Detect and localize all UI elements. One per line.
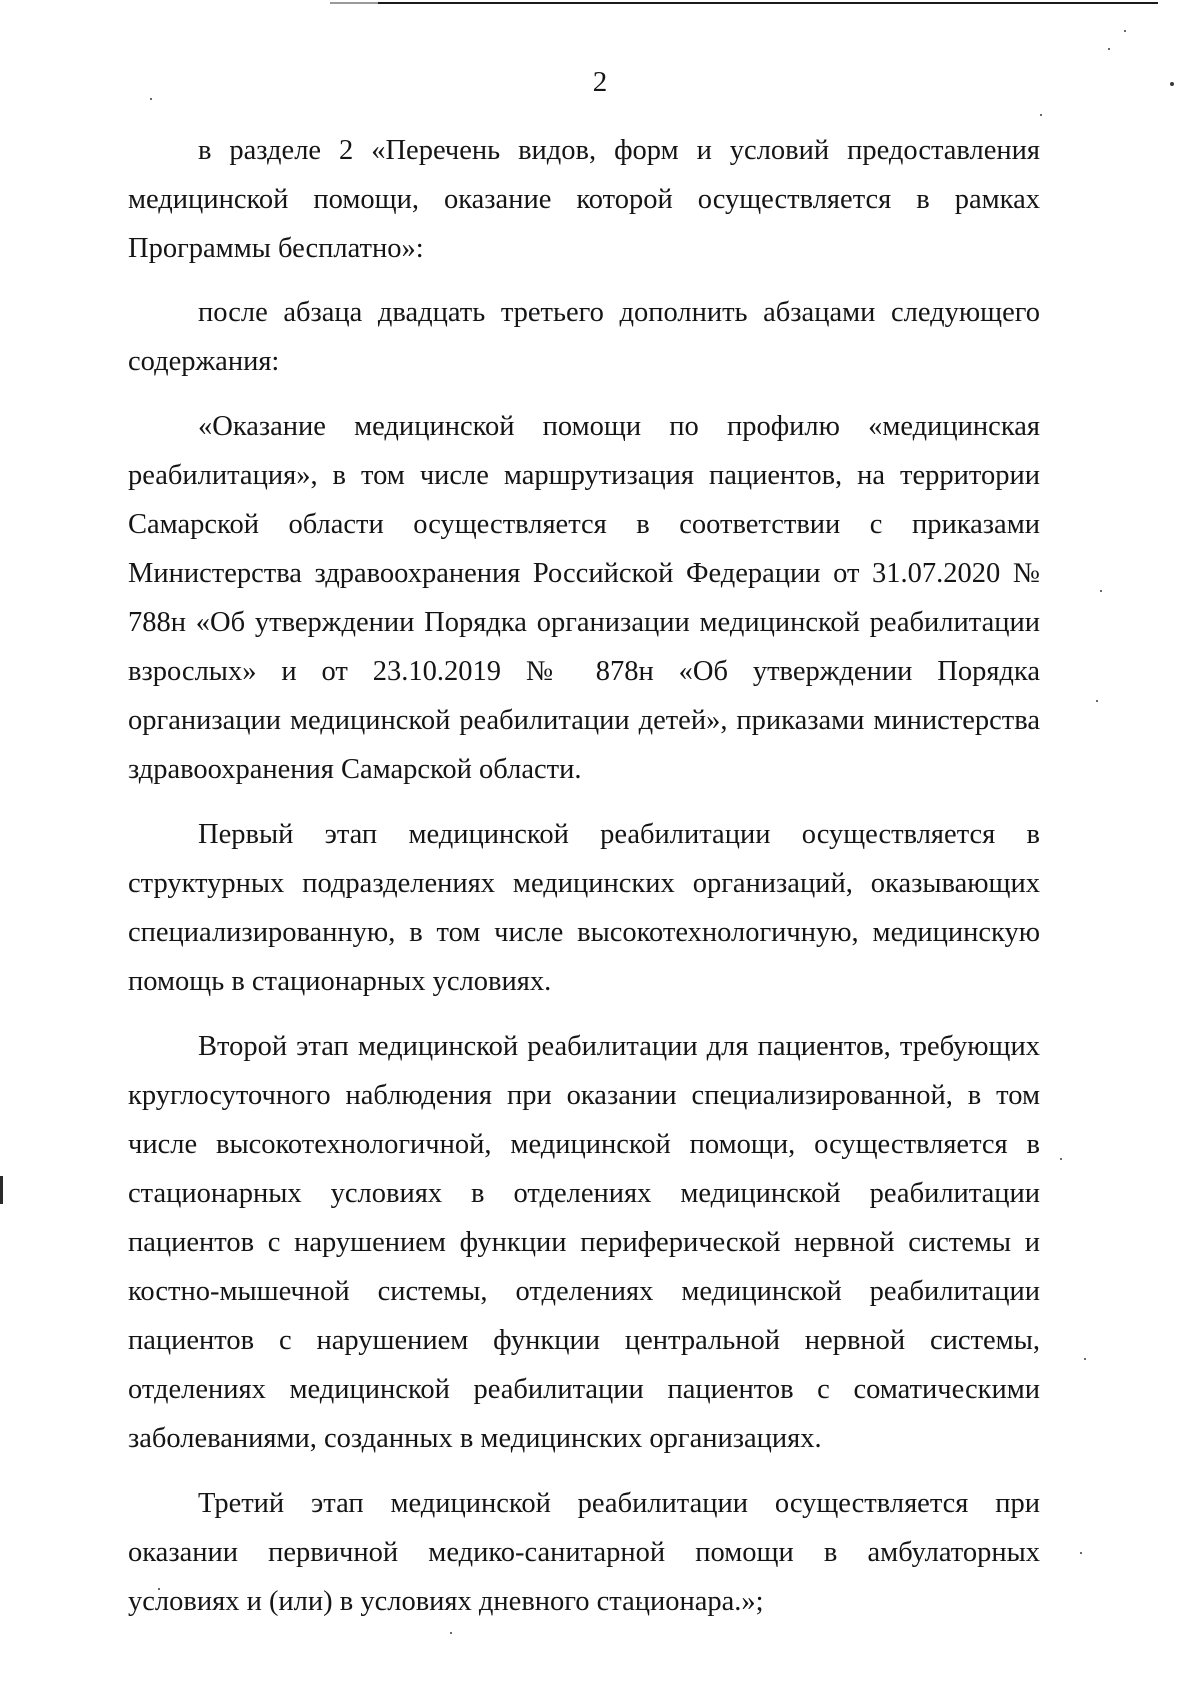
scan-speck	[1040, 114, 1042, 116]
paragraph-amendment-instruction: после абзаца двадцать третьего дополнить абзацами следующего содержания:	[128, 297, 1040, 377]
paragraph-section-reference: в разделе 2 «Перечень видов, форм и условий предоставления медицинской помощи, оказание которой осуществляется в рамках Программы бесплатно»:	[128, 135, 1040, 264]
scan-speck	[1080, 1552, 1082, 1554]
paragraph-second-stage: Второй этап медицинской реабилитации для пациентов, требующих круглосуточного наблюдения при оказании специализированной, в том числе высокотехнологичной, медицинской помощи, осуществляется в стационарных условиях в отделениях медицинской реабилитации пациентов с нарушением функции периферической нервной системы и костно-мышечной системы, отделениях медицинской реабилитации пациентов с нарушением функции центральной нервной системы, отделениях медицинской реабилитации пациентов с соматическими заболеваниями, созданных в медицинских организациях.	[128, 1031, 1040, 1454]
scan-speck	[1100, 590, 1102, 592]
scan-speck	[1108, 48, 1110, 50]
page-number: 2	[592, 66, 608, 98]
paragraph-rehabilitation-orders: «Оказание медицинской помощи по профилю «медицинская реабилитация», в том числе маршрутизация пациентов, на территории Самарской области осуществляется в соответствии с приказами Министерства здравоохранения Российской Федерации от 31.07.2020 № 788н «Об утверждении Порядка организации медицинской реабилитации взрослых» и от 23.10.2019 № 878н «Об утверждении Порядка организации медицинской реабилитации детей», приказами министерства здравоохранения Самарской области.	[128, 411, 1040, 785]
paragraph-third-stage: Третий этап медицинской реабилитации осуществляется при оказании первичной медико-санитарной помощи в амбулаторных условиях и (или) в условиях дневного стационара.»;	[128, 1488, 1040, 1617]
scan-speck	[1124, 30, 1126, 32]
document-body	[128, 126, 1040, 1642]
scan-speck	[1096, 700, 1098, 702]
scan-speck	[1060, 1158, 1062, 1160]
paragraph-first-stage: Первый этап медицинской реабилитации осуществляется в структурных подразделениях медицинских организаций, оказывающих специализированную, в том числе высокотехнологичную, медицинскую помощь в стационарных условиях.	[128, 819, 1040, 997]
scan-top-edge-line	[378, 2, 1158, 4]
scan-binder-mark	[0, 1176, 3, 1204]
scan-speck	[1084, 1358, 1086, 1360]
scan-top-edge-fade	[330, 2, 378, 4]
